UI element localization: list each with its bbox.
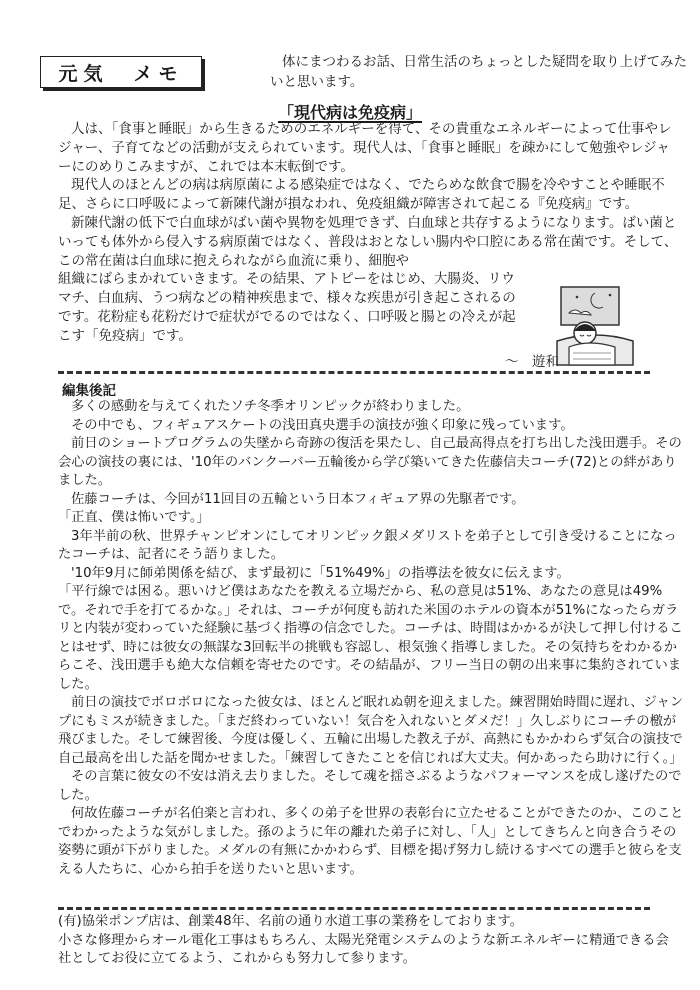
sleeping-child-illustration bbox=[555, 285, 635, 367]
article-paragraph: 組織にばらまかれていきます。その結果、アトピーをはじめ、大腸炎、リウマチ、白血病、うつ病などの精神疾患まで、様々な疾患が引き起こされるのです。花粉症も花粉だけで症状がでるのではなく、口呼吸と腸との冷えが起こす「免疫病」です。 bbox=[58, 271, 516, 344]
company-notice bbox=[58, 913, 678, 969]
article-paragraph: 新陳代謝の低下で白血球がばい菌や異物を処理できず、白血球と共存するようになります。ばい菌といっても体外から侵入する病原菌ではなく、普段はおとなしい腸内や口腔にある常在菌です。そして、この常在菌は白血球に抱えられながら血流に乗り、細胞や bbox=[58, 214, 678, 269]
editorial-paragraph: 前日の演技でボロボロになった彼女は、ほとんど眠れぬ朝を迎えました。練習開始時間に遅れ、ジャンプにもミスが続きました。「まだ終わっていない！気合を入れないとダメだ！」久しぶりにコーチの檄が飛びました。そして練習後、今度は優しく、五輪に出場した教え子が、高熱にもかかわらず気合の演技で自己最高を出した話を聞かせました。「練習してきたことを信じれば大丈夫。何かあったら助けに行く。」 bbox=[58, 695, 684, 766]
section-divider bbox=[58, 907, 650, 910]
editorial-paragraph: 3年半前の秋、世界チャンピオンにしてオリンピック銀メダリストを弟子として引き受けることになったコーチは、記者にそう語りました。 bbox=[58, 528, 677, 562]
company-paragraph: (有)協栄ポンプ店は、創業48年、名前の通り水道工事の業務をしております。 bbox=[58, 914, 524, 929]
article-author: ～ 遊和 bbox=[505, 354, 559, 370]
intro-text: 体にまつわるお話、日常生活のちょっとした疑問を取り上げてみたいと思います。 bbox=[270, 54, 687, 90]
editorial-paragraph: '10年9月に師弟関係を結び、まず最初に「51%49%」の指導法を彼女に伝えます。 bbox=[71, 565, 570, 581]
section-divider bbox=[58, 371, 650, 374]
article-paragraph: 現代人のほとんどの病は病原菌による感染症ではなく、でたらめな飲食で腸を冷やすことや睡眠不足、さらに口呼吸によって新陳代謝が損なわれ、免疫組織が障害されて起こる『免疫病』です。 bbox=[58, 177, 665, 213]
editorial-paragraph: その中でも、フィギュアスケートの浅田真央選手の演技が強く印象に残っています。 bbox=[71, 417, 574, 433]
company-paragraph: 小さな修理からオール電化工事はもちろん、太陽光発電システムのような新エネルギーに精通できる会社としてお役に立てるよう、これからも努力して参ります。 bbox=[58, 932, 669, 966]
article-paragraph: 人は、「食事と睡眠」から生きるためのエネルギーを得て、その貴重なエネルギーによって仕事やレジャー、子育てなどの活動が支えられています。現代人は、「食事と睡眠」を疎かにして勉強やレジャーにのめりこみますが、これでは本末転倒です。 bbox=[58, 121, 672, 175]
memo-title: 元気 メモ bbox=[58, 62, 184, 85]
editorial-paragraph: 前日のショートプログラムの失墜から奇跡の復活を果たし、自己最高得点を打ち出した浅田選手。その会心の演技の裏には、'10年のバンクーバー五輪後から学び築いてきた佐藤信夫コーチ(72)との絆がありました。 bbox=[58, 436, 682, 488]
article-title: 「現代病は免疫病」 bbox=[277, 103, 422, 122]
editorial-paragraph: 佐藤コーチは、今回が11回目の五輪という日本フィギュア界の先駆者です。 bbox=[71, 491, 525, 507]
editorial-paragraph: 多くの感動を与えてくれたソチ冬季オリンピックが終わりました。 bbox=[71, 399, 470, 414]
editorial-paragraph: 「平行線では困る。悪いけど僕はあなたを教える立場だから、私の意見は51%、あなたの意見は49%で。それで手を打てるかな。」それは、コーチが何度も訪れた米国のホテルの資本が51%になったらガラリと内装が変わっていた経験に基づく指導の信念でした。コーチは、時間はかかるが決して押し付けることはせず、時には彼女の無謀な3回転半の挑戦も容認し、根気強く指導しました。その気持ちをわかるからこそ、浅田選手も絶大な信頼を寄せたのです。その結晶が、フリー当日の朝の出来事に集約されていました。 bbox=[58, 584, 683, 692]
editorial-heading: 編集後記 bbox=[62, 383, 116, 399]
memo-title-box bbox=[40, 56, 202, 88]
editorial-body bbox=[58, 398, 684, 879]
editorial-paragraph: 「正直、僕は怖いです。」 bbox=[58, 510, 210, 525]
editorial-paragraph: 何故佐藤コーチが名伯楽と言われ、多くの弟子を世界の表彰台に立たせることができたのか、このことでわかったような気がしました。孫のように年の離れた弟子に対し、「人」としてきちんと向き合うその姿勢に頭が下がりました。メダルの有無にかかわらず、目標を掲げ努力し続けるすべての選手と彼らを支える人たちに、心から拍手を送りたいと思います。 bbox=[58, 806, 684, 877]
editorial-paragraph: その言葉に彼女の不安は消え去りました。そして魂を揺さぶるようなパフォーマンスを成し遂げたのでした。 bbox=[58, 769, 682, 803]
